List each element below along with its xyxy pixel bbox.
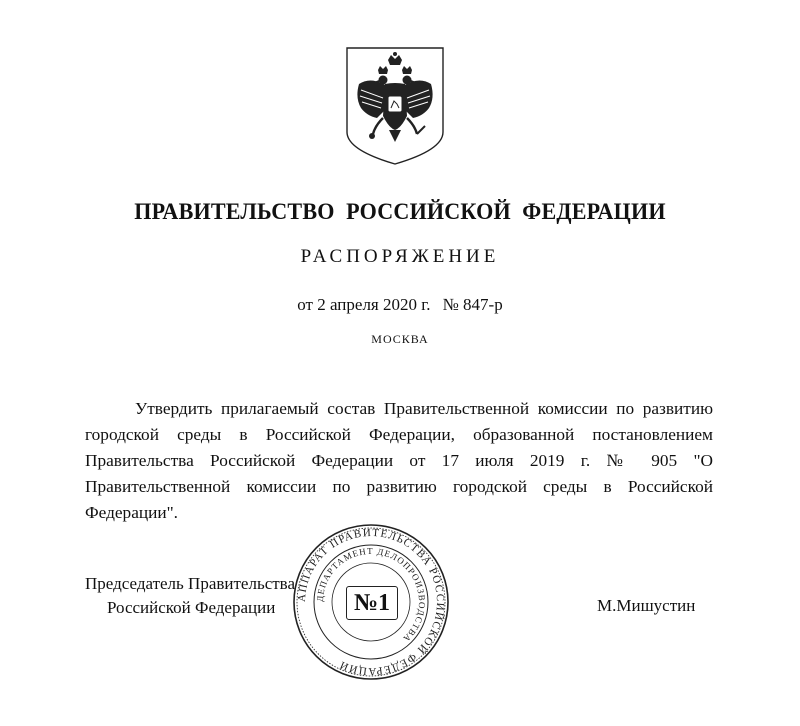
document-date: от 2 апреля 2020 г.: [297, 295, 431, 314]
government-title: ПРАВИТЕЛЬСТВО РОССИЙСКОЙ ФЕДЕРАЦИИ: [134, 199, 666, 224]
document-number: № 847-р: [442, 295, 503, 314]
signatory-title-line2: Российской Федерации: [107, 598, 276, 617]
document-date-number: [0, 295, 800, 315]
stamp-outer-text: АППАРАТ ПРАВИТЕЛЬСТВА РОССИЙСКОЙ ФЕДЕРАЦИИ: [295, 526, 447, 678]
document-type: РАСПОРЯЖЕНИЕ: [300, 246, 500, 267]
stamp-inner-text: ДЕПАРТАМЕНТ ДЕЛОПРОИЗВОДСТВА: [314, 545, 428, 645]
stamp-number: №1: [346, 586, 398, 620]
signatory-title: [85, 572, 295, 620]
coat-of-arms-icon: [345, 46, 445, 166]
order-text: Утвердить прилагаемый состав Правительственной комиссии по развитию городской среды в Российской Федерации, образованной постановлением Правительства Российской Федерации от 17 июля 2019 г. № 905 "О Правительственной комиссии по развитию городской среды в Российской Федерации".: [85, 399, 713, 522]
signatory-name: М.Мишустин: [597, 596, 696, 615]
document-city: МОСКВА: [371, 332, 429, 346]
signatory-title-line1: Председатель Правительства: [85, 574, 296, 593]
